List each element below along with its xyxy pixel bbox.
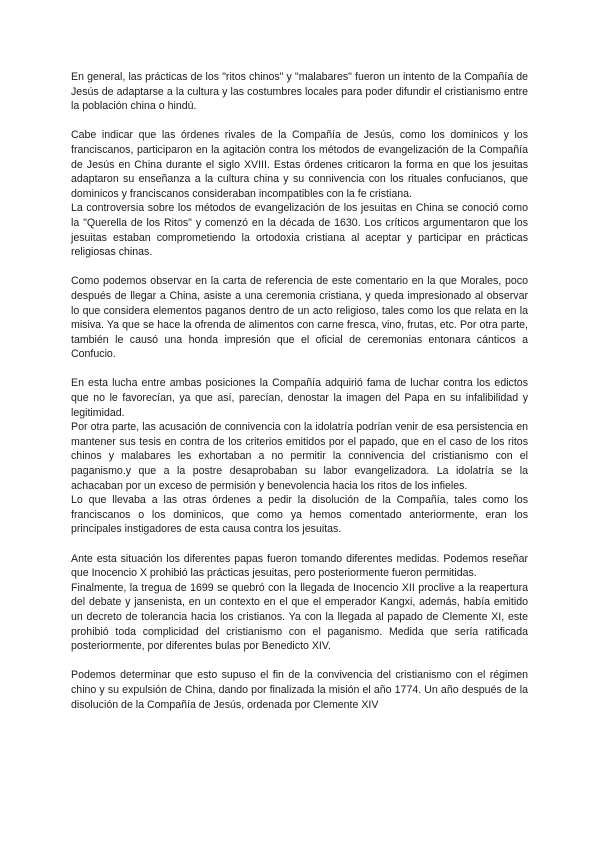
paragraph-text: Ante esta situación los diferentes papas fueron tomando diferentes medidas. Podemos reseñar que Inocencio X prohibió las prácticas jesuitas, pero posteriormente fueron permitidas. [71, 552, 528, 580]
paragraph-6 [71, 668, 528, 712]
document-body [71, 70, 528, 712]
paragraph-3 [71, 274, 528, 362]
paragraph-4 [71, 376, 528, 537]
paragraph-text: En esta lucha entre ambas posiciones la Compañía adquirió fama de luchar contra los edictos que no le favorecían, ya que así, parecían, denostar la imagen del Papa en su infalibilidad y legitimidad. [71, 377, 528, 419]
paragraph-text: Por otra parte, las acusación de connivencia con la idolatría podrían venir de esa persistencia en mantener sus tesis en contra de los criterios emitidos por el papado, que en el caso de los ritos chinos y malabares les exhortaban a no permitir la connivencia del cristianismo con el paganismo.y que a la postre desaprobaban su labor evangelizadora. La idolatría se la achacaban por un exceso de permisión y benevolencia hacia los ritos de los infieles. [71, 421, 528, 492]
paragraph-text: Como podemos observar en la carta de referencia de este comentario en la que Morales, poco después de llegar a China, asiste a una ceremonia cristiana, y queda impresionado al observar lo que considera elementos paganos dentro de un acto religioso, tales como los que relata en la misiva. Ya que se hace la ofrenda de alimentos con carne fresca, vino, frutas, etc. Por otra parte, también le causó una honda impresión que el oficial de ceremonias entonara cánticos a Confucio. [71, 275, 528, 361]
paragraph-1 [71, 70, 528, 114]
paragraph-2 [71, 128, 528, 259]
paragraph-text: Lo que llevaba a las otras órdenes a pedir la disolución de la Compañía, tales como los franciscanos o los dominicos, que como ya hemos comentado anteriormente, eran los principales instigadores de esta causa contra los jesuitas. [71, 494, 528, 536]
paragraph-text: Podemos determinar que esto supuso el fin de la convivencia del cristianismo con el régimen chino y su expulsión de China, dando por finalizada la misión el año 1774. Un año después de la disolución de la Compañía de Jesús, ordenada por Clemente XIV [71, 669, 528, 711]
paragraph-text: La controversia sobre los métodos de evangelización de los jesuitas en China se conoció como la "Querella de los Ritos" y comenzó en la década de 1630. Los críticos argumentaron que los jesuitas estaban comprometiendo la ortodoxia cristiana al aceptar y participar en prácticas religiosas chinas. [71, 202, 528, 259]
paragraph-text: Finalmente, la tregua de 1699 se quebró con la llegada de Inocencio XII proclive a la reapertura del debate y jansenista, en un contexto en el que el emperador Kangxi, además, había emitido un decreto de tolerancia hacia los cristianos. Ya con la llegada al papado de Clemente XI, este prohibió toda complicidad del cristianismo con el paganismo. Medida que sería ratificada posteriormente, por diferentes bulas por Benedicto XIV. [71, 581, 528, 653]
paragraph-5 [71, 552, 528, 654]
paragraph-text: En general, las prácticas de los "ritos chinos" y "malabares" fueron un intento de la Compañía de Jesús de adaptarse a la cultura y las costumbres locales para poder difundir el cristianismo entre la población china o hindú. [71, 71, 528, 113]
paragraph-text: Cabe indicar que las órdenes rivales de la Compañía de Jesús, como los dominicos y los franciscanos, participaron en la agitación contra los métodos de evangelización de la Compañía de Jesús en China durante el siglo XVIII. Estas órdenes criticaron la forma en que los jesuitas adaptaron su enseñanza a la cultura china y su connivencia con los rituales confucianos, que dominicos y franciscanos consideraban incompatibles con la fe cristiana. [71, 129, 528, 200]
